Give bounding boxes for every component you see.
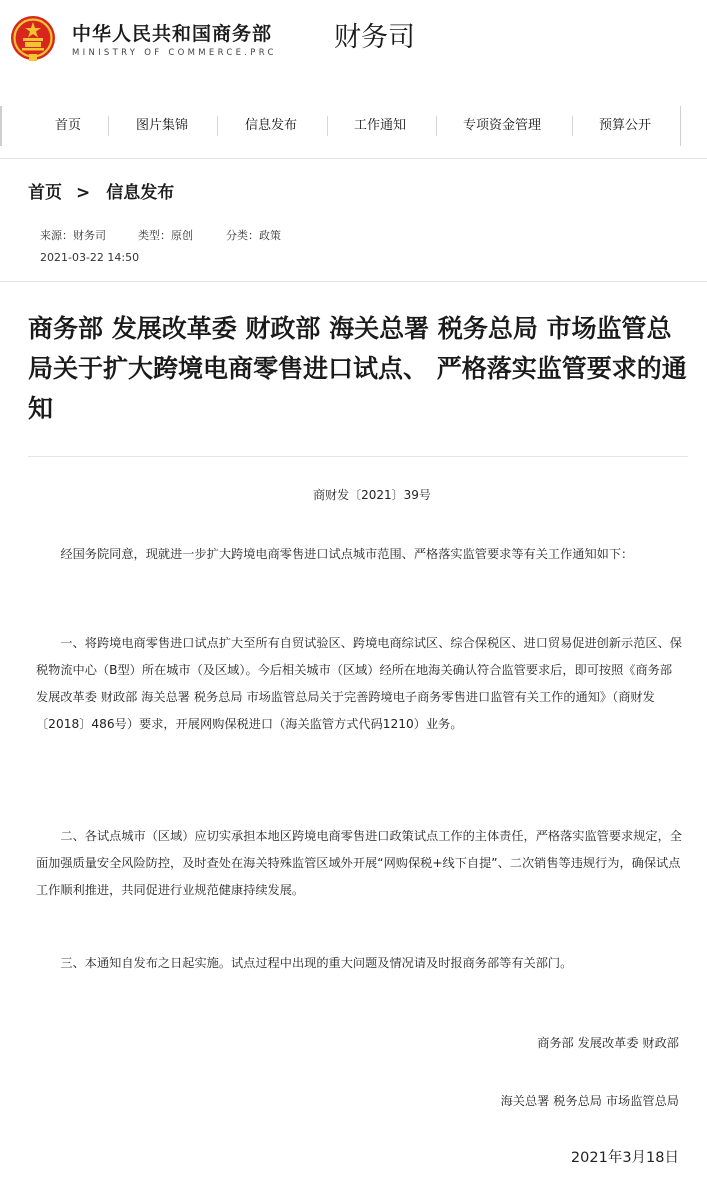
nav-divider xyxy=(217,116,218,136)
site-header xyxy=(0,0,707,86)
nav-divider xyxy=(108,116,109,136)
divider xyxy=(0,158,707,159)
nav-divider xyxy=(327,116,328,136)
org-name-en: MINISTRY OF COMMERCE.PRC xyxy=(72,48,277,58)
meta-type: 类型：原创 xyxy=(138,229,193,242)
nav-item-special-funds[interactable]: 专项资金管理 xyxy=(463,118,542,133)
nav-item-budget[interactable]: 预算公开 xyxy=(599,118,652,133)
breadcrumb-current-link[interactable]: 信息发布 xyxy=(106,183,175,203)
nav-item-notices[interactable]: 工作通知 xyxy=(354,118,407,133)
meta-datetime: 2021-03-22 14:50 xyxy=(40,251,140,264)
nav-divider xyxy=(572,116,573,136)
signatories-line-1: 商务部 发展改革委 财政部 xyxy=(537,1036,679,1050)
brand[interactable] xyxy=(72,22,277,58)
national-emblem-icon xyxy=(8,14,58,64)
nav-item-news[interactable]: 信息发布 xyxy=(245,118,298,133)
nav-item-gallery[interactable]: 图片集锦 xyxy=(136,118,189,133)
breadcrumb xyxy=(28,180,174,206)
article-paragraph: 经国务院同意，现就进一步扩大跨境电商零售进口试点城市范围、严格落实监管要求等有关工作通知如下： xyxy=(60,547,634,561)
meta-source: 来源：财务司 xyxy=(40,229,106,242)
org-name-cn: 中华人民共和国商务部 xyxy=(72,23,273,45)
article-paragraph: 三、本通知自发布之日起实施。试点过程中出现的重大问题及情况请及时报商务部等有关部门。 xyxy=(60,956,573,970)
nav-divider xyxy=(680,106,681,146)
divider xyxy=(28,456,688,457)
breadcrumb-home-link[interactable]: 首页 xyxy=(28,183,62,203)
article-paragraph: 一、将跨境电商零售进口试点扩大至所有自贸试验区、跨境电商综试区、综合保税区、进口贸易促进创新示范区、保税物流中心（B型）所在城市（及区域）。今后相关城市（区域）经所在地海关确认符合监管要求后，即可按照《商务部 发展改革委 财政部 海关总署 税务总局 市场监管总局关于完善跨境电子商务零售进口监管有关工作的通知》（商财发〔2018〕486号）要求，开展网购保税进口（海关监管方式代码1210）业务。 xyxy=(36,636,682,731)
meta-category: 分类：政策 xyxy=(226,229,281,242)
signatories-line-2: 海关总署 税务总局 市场监管总局 xyxy=(500,1094,679,1108)
sign-date: 2021年3月18日 xyxy=(570,1150,679,1166)
divider xyxy=(0,281,707,282)
nav-divider xyxy=(0,106,2,146)
department-title: 财务司 xyxy=(334,22,415,53)
article-paragraph: 二、各试点城市（区域）应切实承担本地区跨境电商零售进口政策试点工作的主体责任，严格落实监管要求规定，全面加强质量安全风险防控，及时查处在海关特殊监管区域外开展“网购保税+线下自提”、二次销售等违规行为，确保试点工作顺利推进，共同促进行业规范健康持续发展。 xyxy=(36,829,682,897)
article-meta xyxy=(40,228,281,244)
article-title: 商务部 发展改革委 财政部 海关总署 税务总局 市场监管总局关于扩大跨境电商零售进口试点、 严格落实监管要求的通知 xyxy=(28,314,687,423)
document-number: 商财发〔2021〕39号 xyxy=(313,488,431,502)
nav-divider xyxy=(436,116,437,136)
nav-item-home[interactable]: 首页 xyxy=(55,118,82,133)
main-nav xyxy=(0,102,707,150)
breadcrumb-separator: > xyxy=(76,183,91,203)
